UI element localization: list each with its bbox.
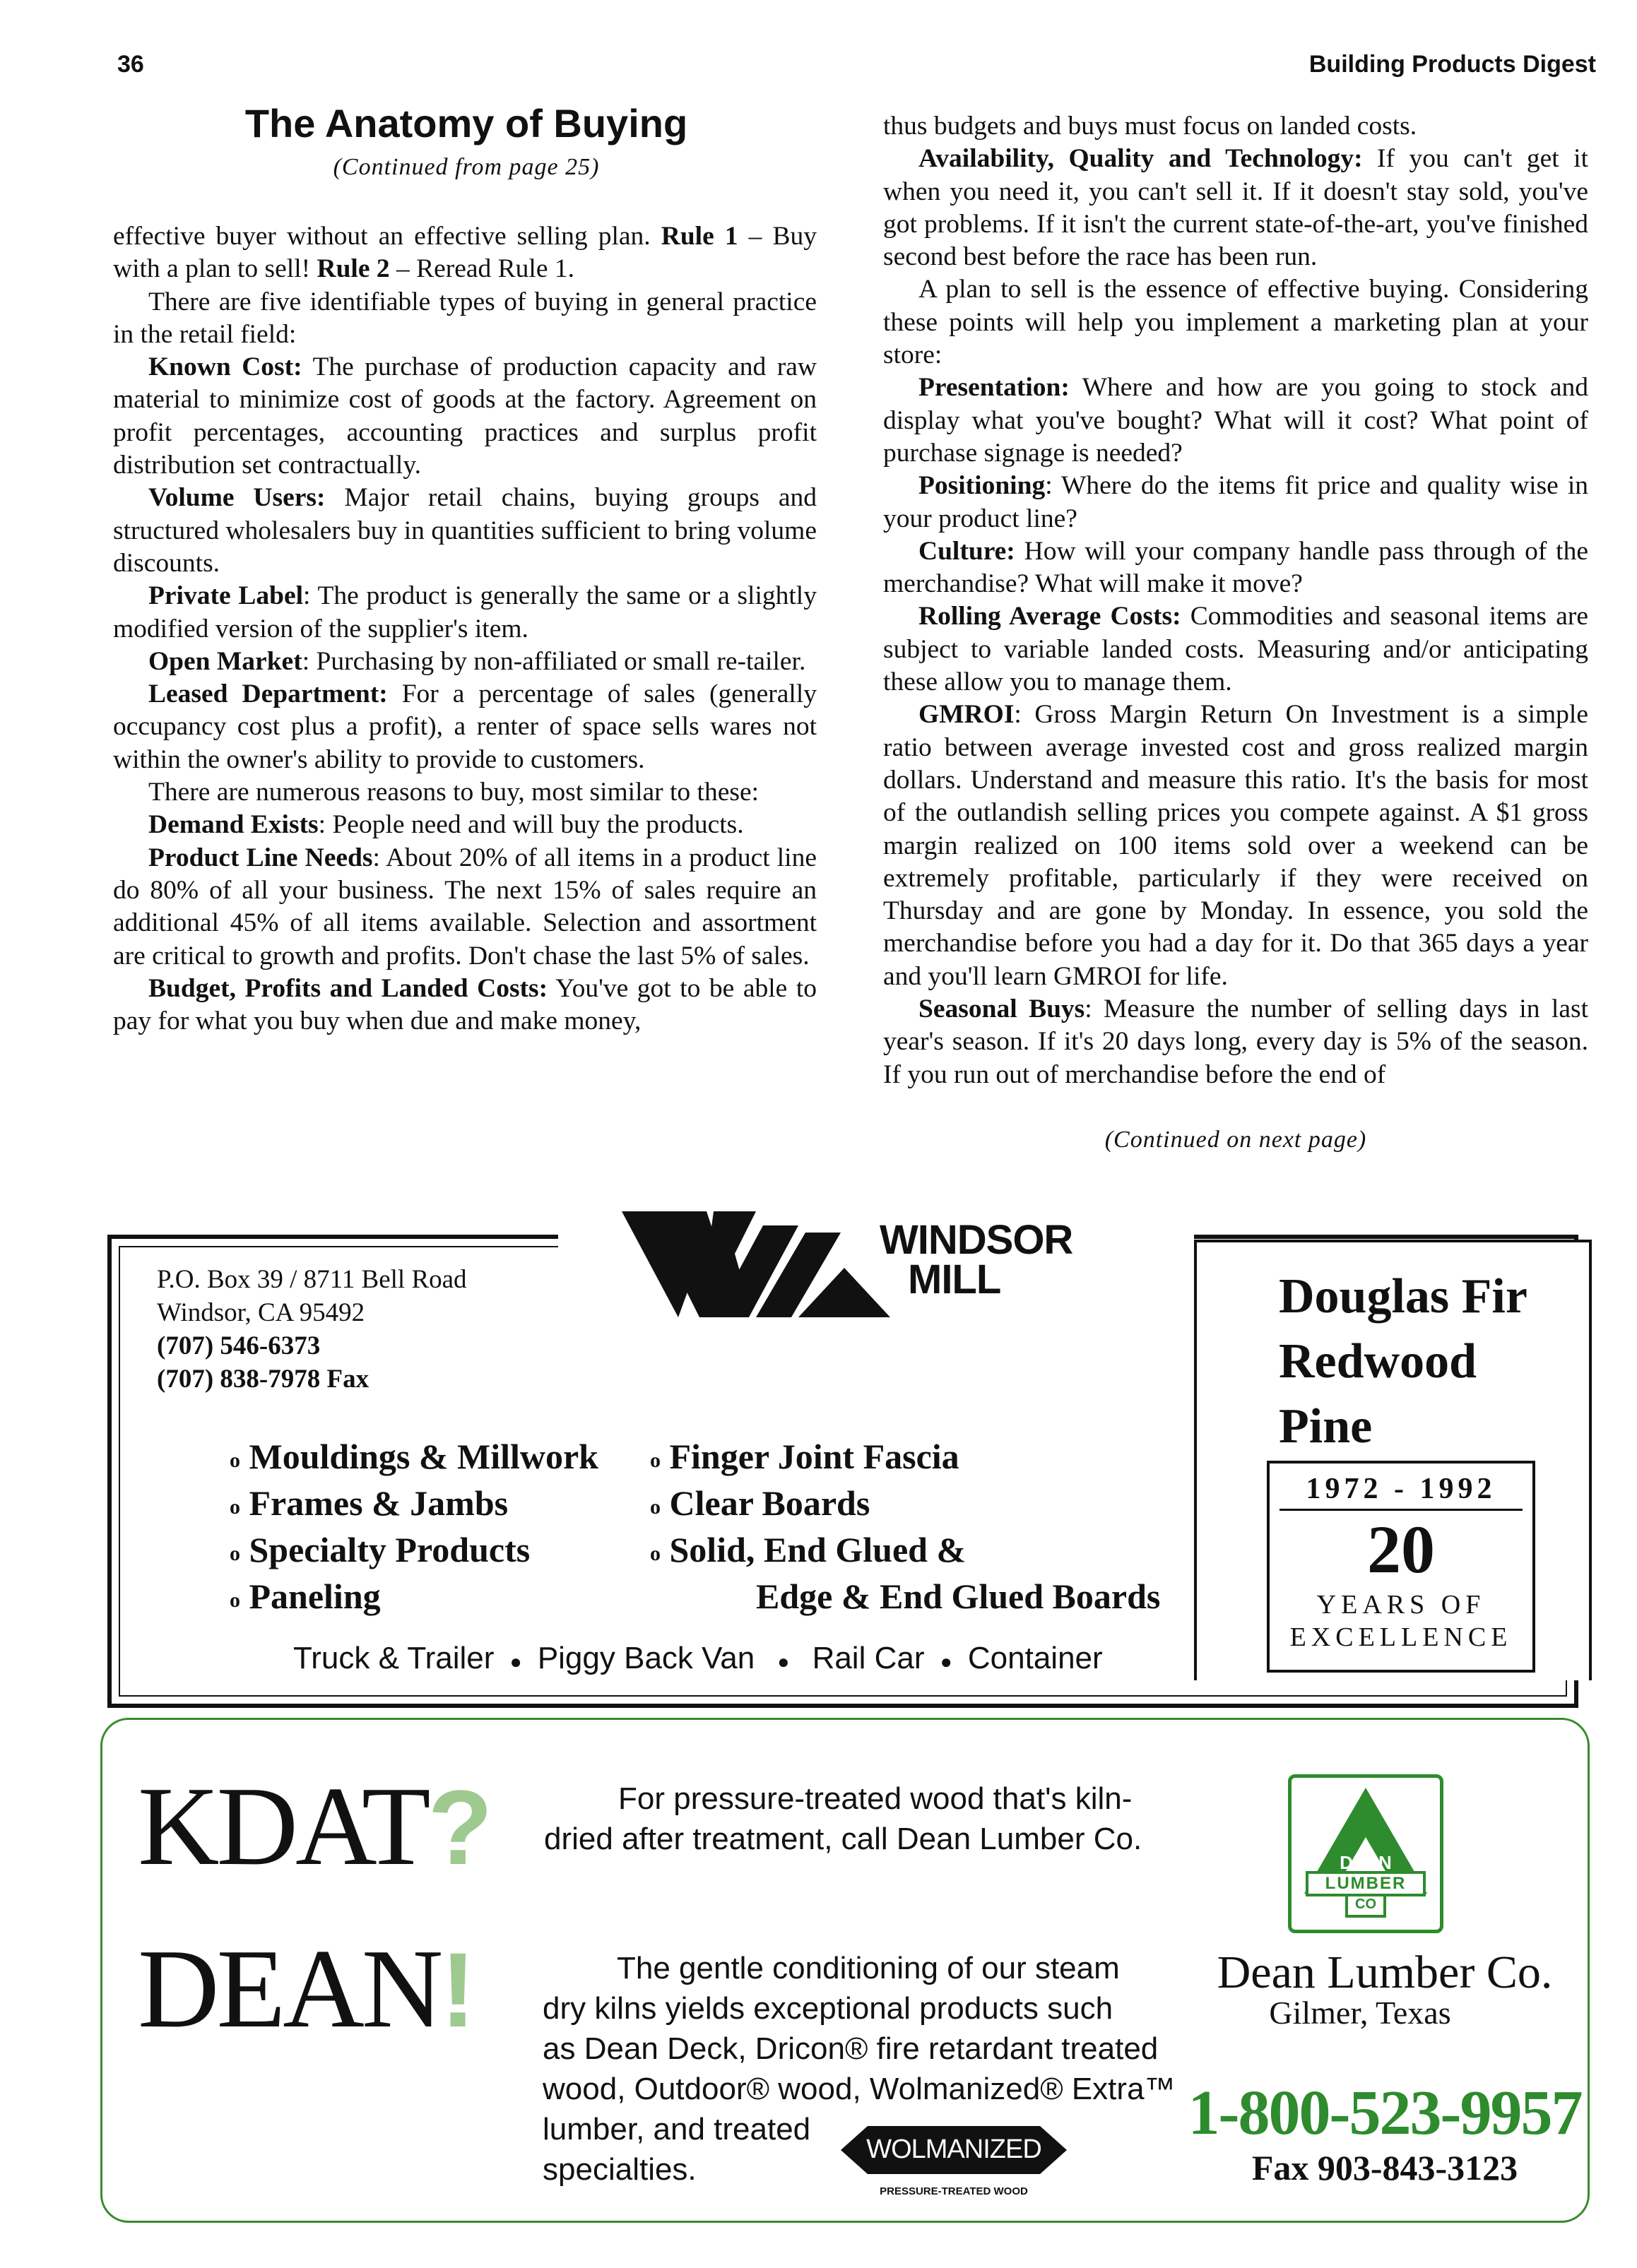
anniversary-years: 1972 - 1992 bbox=[1280, 1472, 1523, 1511]
list-item: o Paneling bbox=[230, 1577, 381, 1617]
list-item: o Solid, End Glued & bbox=[650, 1530, 967, 1570]
list-item: Edge & End Glued Boards bbox=[756, 1577, 1161, 1617]
list-item: Douglas Fir bbox=[1279, 1269, 1527, 1324]
list-item: o Clear Boards bbox=[650, 1483, 870, 1524]
list-item: Pine bbox=[1279, 1399, 1373, 1454]
paragraph: Seasonal Buys: Measure the number of selling days in last year's season. If it's 20 days long, every day is 5% of the season. If you run out of merchandise before the end of bbox=[883, 995, 1588, 1089]
windsor-mill-logo-icon bbox=[622, 1211, 890, 1317]
dean-phone-number: 1-800-523-9957 bbox=[1188, 2078, 1582, 2148]
windsor-logo-text: WINDSOR MILL bbox=[880, 1217, 1073, 1302]
paragraph: Known Cost: The purchase of production capacity and raw material to minimize cost of goods at the factory. Agreement on profit percentages, accounting practices and surplus profit distribution set contractually. bbox=[113, 352, 817, 480]
anniversary-box bbox=[1267, 1461, 1535, 1673]
continued-on: (Continued on next page) bbox=[1104, 1127, 1367, 1153]
species-list bbox=[1279, 1264, 1527, 1459]
article-title: The Anatomy of Buying bbox=[244, 101, 688, 146]
dean-company-name: Dean Lumber Co. bbox=[1217, 1947, 1553, 1998]
address-line: Windsor, CA 95492 bbox=[157, 1298, 365, 1327]
publication-name: Building Products Digest bbox=[1308, 51, 1596, 78]
paragraph: There are five identifiable types of buying in general practice in the retail field: bbox=[113, 287, 817, 349]
paragraph: Demand Exists: People need and will buy the products. bbox=[148, 810, 744, 840]
paragraph: A plan to sell is the essence of effective buying. Considering these points will help you implement a marketing plan at your store: bbox=[883, 275, 1588, 370]
paragraph: Availability, Quality and Technology: If you can't get it when you need it, you can't sell it. If it doesn't stay sold, you've got problems. If it isn't the current state-of-the-art, you've finished second best before the race has been run. bbox=[883, 144, 1588, 272]
phone-number: (707) 546-6373 bbox=[157, 1331, 321, 1360]
list-item: Redwood bbox=[1279, 1334, 1477, 1389]
list-item: o Specialty Products bbox=[230, 1530, 531, 1570]
logo-text-lumber: LUMBER bbox=[1325, 1874, 1407, 1893]
address-line: P.O. Box 39 / 8711 Bell Road bbox=[157, 1265, 467, 1294]
list-item: o Finger Joint Fascia bbox=[650, 1437, 959, 1476]
dean-lumber-logo bbox=[1288, 1774, 1443, 1933]
list-item: o Mouldings & Millwork bbox=[230, 1437, 598, 1476]
logo-text-dean: DEAN bbox=[1340, 1852, 1392, 1873]
years-of: YEARS OF bbox=[1316, 1590, 1486, 1620]
dean-headline: DEAN! bbox=[138, 1925, 473, 2051]
excellence: EXCELLENCE bbox=[1289, 1622, 1513, 1652]
paragraph: Culture: How will your company handle pass through of the merchandise? What will make it move? bbox=[883, 536, 1588, 599]
paragraph: Private Label: The product is generally the same or a slightly modified version of the supplier's item. bbox=[113, 581, 817, 643]
wolmanized-logo-text: WOLMANIZED bbox=[866, 2135, 1041, 2164]
product-list-right bbox=[650, 1435, 1160, 1618]
page-number: 36 bbox=[117, 51, 144, 78]
paragraph: Positioning: Where do the items fit price and quality wise in your product line? bbox=[883, 471, 1588, 533]
windsor-address bbox=[157, 1263, 467, 1396]
paragraph: Open Market: Purchasing by non-affiliated or small re-tailer. bbox=[148, 646, 806, 676]
paragraph: Budget, Profits and Landed Costs: You've got to be able to pay for what you buy when due and make money, bbox=[113, 973, 817, 1036]
dean-fax-number: Fax 903-843-3123 bbox=[1251, 2148, 1518, 2187]
dean-body-copy: The gentle conditioning of our steam dry kilns yields exceptional products such as Dean Deck, Dricon® fire retardant treated wood, Outdoor® wood, Wolmanized® Extra™ lumber, and treated specialties. bbox=[543, 1951, 1176, 2187]
paragraph: effective buyer without an effective selling plan. Rule 1 – Buy with a plan to sell! Rule 2 – Reread Rule 1. bbox=[113, 222, 817, 284]
dean-city: Gilmer, Texas bbox=[1269, 1995, 1451, 2031]
paragraph: Presentation: Where and how are you going to stock and display what you've bought? What will it cost? What point of purchase signage is needed? bbox=[883, 373, 1588, 468]
paragraph: Product Line Needs: About 20% of all items in a product line do 80% of all your business. The next 15% of sales require an additional 45% of all items available. Selection and assortment are critical to growth and profits. Don't chase the last 5% of sales. bbox=[113, 843, 817, 970]
wolmanized-subtitle: PRESSURE-TREATED WOOD bbox=[880, 2185, 1028, 2197]
dean-tagline: For pressure-treated wood that's kiln- dried after treatment, call Dean Lumber Co. bbox=[544, 1781, 1142, 1856]
paragraph: Volume Users: Major retail chains, buying groups and structured wholesalers buy in quantities sufficient to bring volume discounts. bbox=[113, 483, 817, 578]
transport-options: Truck & Trailer ● Piggy Back Van ● Rail Car ● Container bbox=[293, 1641, 1103, 1675]
fax-number: (707) 838-7978 Fax bbox=[157, 1365, 370, 1394]
logo-text-co: CO bbox=[1355, 1896, 1376, 1912]
paragraph: Leased Department: For a percentage of sales (generally occupancy cost plus a profit), a renter of space sells wares not within the owner's ability to provide to customers. bbox=[113, 679, 817, 774]
paragraph: GMROI: Gross Margin Return On Investment is a simple ratio between average invested cost and gross realized margin dollars. Understand and measure this ratio. It's the basis for most of the outlandish selling prices you compete against. A $1 gross margin realized on 100 items sold over a weekend can be extremely profitable, particularly if they were received on Thursday and are gone by Monday. In essence, you sold the merchandise before you had a day for it. Do that 365 days a year and you'll learn GMROI for life. bbox=[883, 700, 1588, 991]
paragraph: thus budgets and buys must focus on landed costs. bbox=[883, 112, 1417, 141]
article-right-column bbox=[883, 110, 1588, 1091]
continued-from: (Continued from page 25) bbox=[333, 154, 600, 180]
product-list-left bbox=[230, 1435, 598, 1622]
article-left-column bbox=[113, 220, 817, 1038]
anniversary-number: 20 bbox=[1367, 1512, 1435, 1587]
paragraph: Rolling Average Costs: Commodities and seasonal items are subject to variable landed costs. Measuring and/or anticipating these allow you to manage them. bbox=[883, 602, 1588, 697]
kdat-headline: KDAT? bbox=[138, 1763, 490, 1889]
list-item: o Frames & Jambs bbox=[230, 1483, 509, 1524]
paragraph: There are numerous reasons to buy, most similar to these: bbox=[148, 778, 760, 807]
